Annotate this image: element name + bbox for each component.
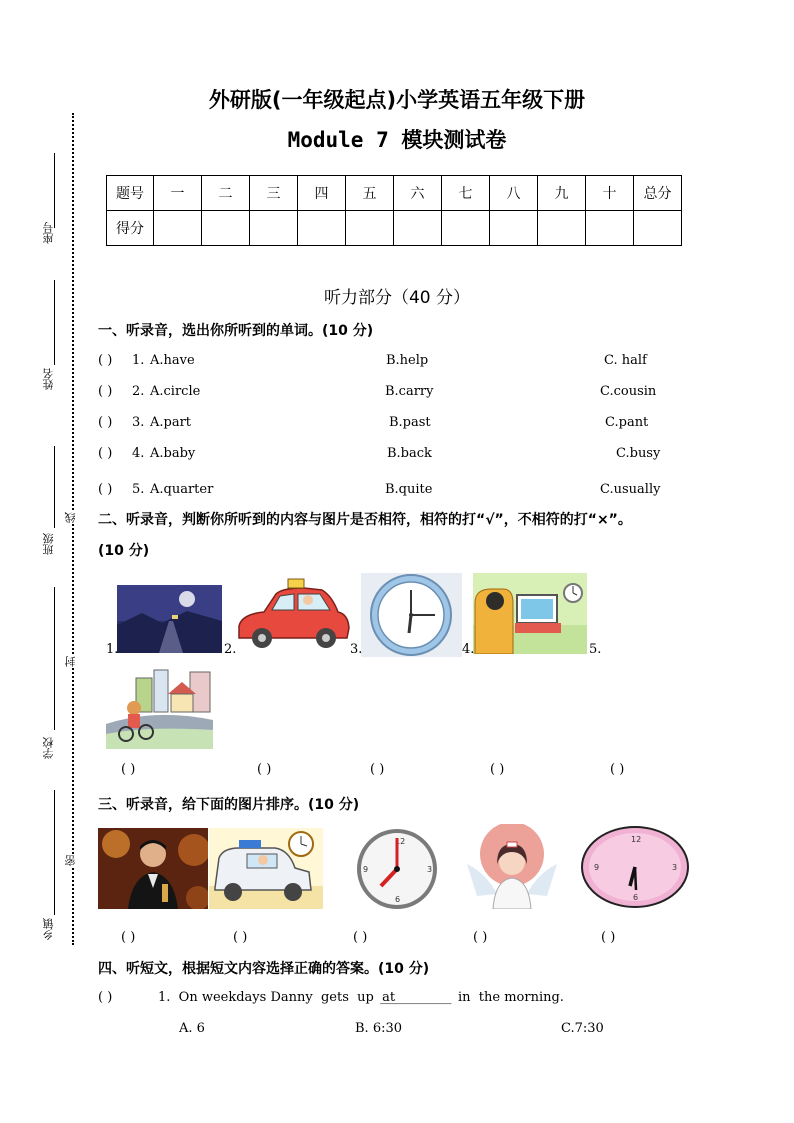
score-cell: 一 xyxy=(154,176,202,211)
class-label: 班级 xyxy=(42,533,55,555)
section2-title-cont: (10 分) xyxy=(98,543,150,559)
man-award-photo xyxy=(98,828,208,909)
option-c: C.pant xyxy=(605,415,649,430)
seal-mark-feng: 封 xyxy=(64,656,77,667)
pink-clock-image xyxy=(580,826,690,908)
score-cell: 八 xyxy=(490,176,538,211)
answer-paren[interactable]: ( ) xyxy=(98,482,113,497)
score-cell: 二 xyxy=(202,176,250,211)
seal-mark-line: 线 xyxy=(64,512,77,523)
option-c: C.usually xyxy=(600,482,661,497)
question-text: 1. On weekdays Danny gets up at xyxy=(158,990,396,1005)
question-number: 3. xyxy=(132,415,145,430)
option-b: B. 6:30 xyxy=(355,1021,403,1036)
answer-paren[interactable]: ( ) xyxy=(98,446,113,461)
section1-title: 一、听录音，选出你所听到的单词。(10 分) xyxy=(98,323,374,339)
option-b: B.quite xyxy=(385,482,433,497)
pic-number: 2. xyxy=(224,642,237,657)
score-cell: 四 xyxy=(298,176,346,211)
score-input-cell[interactable] xyxy=(394,211,442,246)
school-label: 学校 xyxy=(42,737,55,759)
watching-tv-image xyxy=(473,573,587,654)
seal-mark-mi: 密 xyxy=(64,855,77,866)
answer-paren[interactable]: ( ) xyxy=(121,762,136,777)
option-b: B.carry xyxy=(385,384,434,399)
score-input-cell[interactable] xyxy=(586,211,634,246)
svg-text:9: 9 xyxy=(363,865,369,874)
score-table-score-row xyxy=(107,211,682,246)
seat-line xyxy=(54,153,55,228)
score-input-cell[interactable] xyxy=(346,211,394,246)
score-input-cell[interactable] xyxy=(202,211,250,246)
binding-dotted-line xyxy=(72,113,74,945)
score-input-cell[interactable] xyxy=(634,211,682,246)
question-number: 5. xyxy=(132,482,145,497)
section3-title: 三、听录音，给下面的图片排序。(10 分) xyxy=(98,797,360,813)
option-b: B.back xyxy=(387,446,432,461)
score-cell: 七 xyxy=(442,176,490,211)
score-input-cell[interactable] xyxy=(442,211,490,246)
score-table xyxy=(106,175,682,246)
page-subtitle: Module 7 模块测试卷 xyxy=(287,128,507,152)
answer-paren[interactable]: ( ) xyxy=(98,415,113,430)
nurse-angel-image xyxy=(457,824,567,909)
night-road-image xyxy=(117,585,222,653)
answer-paren[interactable]: ( ) xyxy=(98,384,113,399)
score-cell: 题号 xyxy=(107,176,154,211)
answer-paren[interactable]: ( ) xyxy=(98,353,113,368)
svg-text:6: 6 xyxy=(395,895,401,904)
pic-number: 4. xyxy=(462,642,475,657)
answer-blank[interactable]: ___________ xyxy=(380,990,452,1005)
question-number: 2. xyxy=(132,384,145,399)
seat-label: 座号 xyxy=(42,222,55,244)
option-c: C.7:30 xyxy=(561,1021,604,1036)
answer-paren[interactable]: ( ) xyxy=(610,762,625,777)
answer-paren[interactable]: ( ) xyxy=(473,930,488,945)
score-cell: 九 xyxy=(538,176,586,211)
pic-number: 5. xyxy=(589,642,602,657)
answer-paren[interactable]: ( ) xyxy=(353,930,368,945)
svg-text:6: 6 xyxy=(633,893,639,902)
clock-seven-image xyxy=(339,826,455,911)
score-table-header-row xyxy=(107,176,682,211)
score-cell: 六 xyxy=(394,176,442,211)
answer-paren[interactable]: ( ) xyxy=(233,930,248,945)
option-a: A.have xyxy=(150,353,195,368)
option-c: C. half xyxy=(604,353,647,368)
svg-text:3: 3 xyxy=(672,863,678,872)
cycling-town-image xyxy=(106,664,213,749)
question-number: 1. xyxy=(132,353,145,368)
taxi-car-image xyxy=(234,576,351,656)
question-tail: in the morning. xyxy=(458,990,564,1005)
score-cell: 三 xyxy=(250,176,298,211)
town-line xyxy=(54,790,55,915)
answer-paren[interactable]: ( ) xyxy=(370,762,385,777)
svg-text:12: 12 xyxy=(631,835,642,844)
option-a: A.quarter xyxy=(150,482,214,497)
score-row-label: 得分 xyxy=(107,211,154,246)
score-input-cell[interactable] xyxy=(250,211,298,246)
police-car-clock-image xyxy=(209,828,323,909)
answer-paren[interactable]: ( ) xyxy=(601,930,616,945)
svg-text:12: 12 xyxy=(395,837,406,846)
option-c: C.cousin xyxy=(600,384,657,399)
page-title: 外研版(一年级起点)小学英语五年级下册 xyxy=(208,88,586,112)
name-label: 姓名 xyxy=(42,368,55,390)
class-line xyxy=(54,446,55,528)
answer-paren[interactable]: ( ) xyxy=(121,930,136,945)
answer-paren[interactable]: ( ) xyxy=(98,990,113,1005)
score-cell: 五 xyxy=(346,176,394,211)
section2-title: 二、听录音，判断你所听到的内容与图片是否相符，相符的打“√”，不相符的打“×”。 xyxy=(98,512,632,528)
svg-text:3: 3 xyxy=(427,865,433,874)
score-input-cell[interactable] xyxy=(298,211,346,246)
svg-text:9: 9 xyxy=(594,863,600,872)
wall-clock-image xyxy=(361,573,462,657)
score-input-cell[interactable] xyxy=(538,211,586,246)
option-c: C.busy xyxy=(616,446,661,461)
section4-title: 四、听短文，根据短文内容选择正确的答案。(10 分) xyxy=(98,961,430,977)
option-a: A.part xyxy=(150,415,192,430)
pic-number: 3. xyxy=(350,642,363,657)
town-label: 乡镇 xyxy=(42,918,55,940)
question-number: 4. xyxy=(132,446,145,461)
answer-paren[interactable]: ( ) xyxy=(490,762,505,777)
score-input-cell[interactable] xyxy=(154,211,202,246)
option-a: A.circle xyxy=(150,384,201,399)
listening-part-title: 听力部分（40 分） xyxy=(323,288,471,308)
option-b: B.past xyxy=(389,415,431,430)
score-input-cell[interactable] xyxy=(490,211,538,246)
school-line xyxy=(54,587,55,730)
score-cell: 十 xyxy=(586,176,634,211)
option-b: B.help xyxy=(386,353,429,368)
answer-paren[interactable]: ( ) xyxy=(257,762,272,777)
score-cell: 总分 xyxy=(634,176,682,211)
pic-number: 1. xyxy=(106,642,119,657)
option-a: A. 6 xyxy=(179,1021,205,1036)
option-a: A.baby xyxy=(150,446,196,461)
